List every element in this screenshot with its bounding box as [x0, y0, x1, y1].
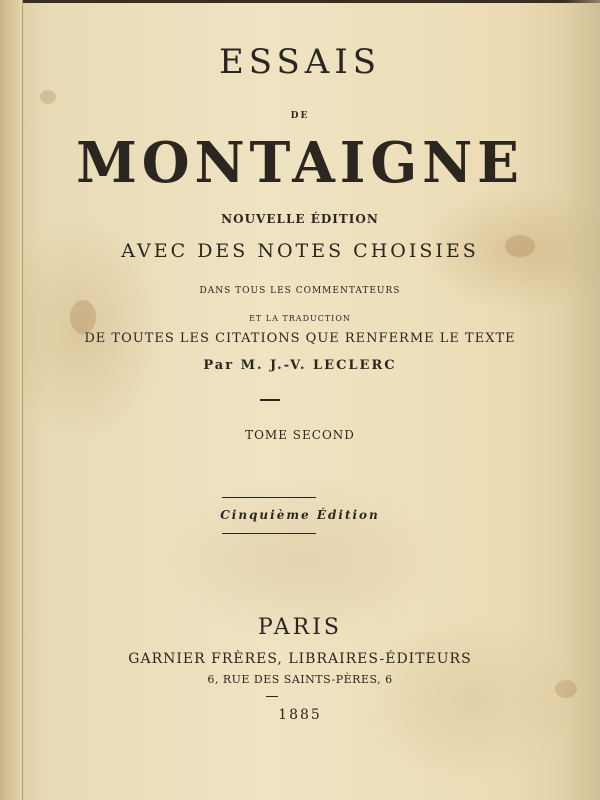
foxing-spot — [40, 90, 56, 104]
edition-bottom-rule — [222, 533, 316, 534]
imprint-city: PARIS — [258, 615, 342, 640]
year-divider — [266, 696, 278, 697]
edition-label: Cinquième Édition — [220, 508, 380, 522]
imprint-address: 6, RUE DES SAINTS-PÈRES, 6 — [207, 673, 393, 686]
volume-label: TOME SECOND — [245, 428, 355, 442]
imprint-year: 1885 — [278, 707, 322, 723]
editor-credit: Par M. J.-V. LECLERC — [203, 358, 397, 373]
page-top-edge — [0, 0, 600, 3]
subtitle: AVEC DES NOTES CHOISIES — [121, 240, 479, 262]
translation-line: DE TOUTES LES CITATIONS QUE RENFERME LE TEXTE — [84, 331, 516, 346]
title-connector: DE — [290, 111, 310, 121]
translation-connector: ET LA TRADUCTION — [249, 314, 351, 323]
short-divider — [260, 399, 280, 401]
book-title: ESSAIS — [218, 42, 382, 82]
notes-source: DANS TOUS LES COMMENTATEURS — [199, 286, 401, 296]
author-name: MONTAIGNE — [76, 130, 524, 196]
imprint-publisher: GARNIER FRÈRES, LIBRAIRES-ÉDITEURS — [128, 651, 472, 667]
edition-note: NOUVELLE ÉDITION — [221, 212, 379, 226]
edition-top-rule — [222, 497, 316, 498]
